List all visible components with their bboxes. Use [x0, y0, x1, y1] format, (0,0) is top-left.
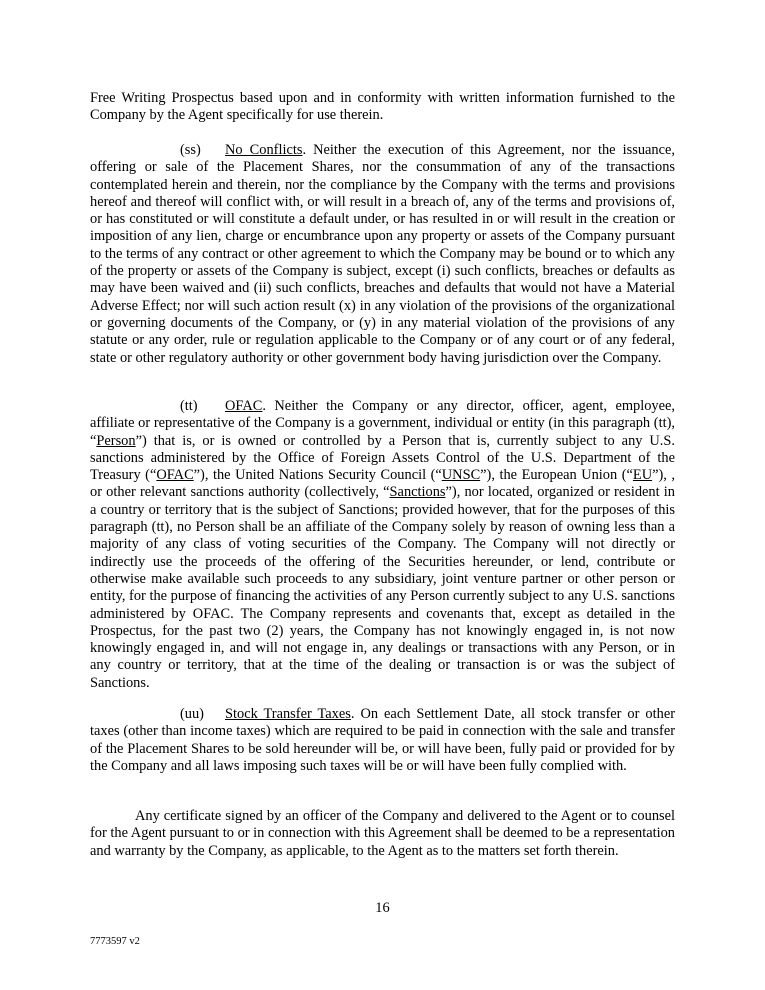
section-tt-text: ”), nor located, organized or resident in a country or territory that is the subject of Sanctions; provided however, that for the purposes of this paragraph (tt), no Person shall be an affiliate of the Company solely by reason of owning less than a majority of any class of voting securities of the Company. The Company will not directly or indirectly use the proceeds of the offering of the Securities hereunder, or lend, contribute or otherwise make available such proceeds to any subsidiary, joint venture partner or other person or entity, for the purpose of financing the activities of any Person currently subject to any U.S. sanctions administered by OFAC. The Company represents and covenants that, except as detailed in the Prospectus, for the past two (2) years, the Company has not knowingly engaged in, is not now knowingly engaged in, and will not engage in, any dealings or transactions with any Person, or in any country or territory, that at the time of the dealing or transaction is or was the subject of Sanctions.	[90, 484, 675, 691]
section-ss-number: (ss)	[180, 142, 201, 158]
section-uu-body: . On each Settlement Date, all stock transfer or other taxes (other than income taxes) which are required to be paid in connection with the sale and transfer of the Placement Shares to be sold hereunder will be, or will have been, fully paid or provided for by the Company and all laws imposing such taxes will be or will have been fully complied with.	[90, 706, 675, 774]
term-ofac: OFAC	[156, 467, 194, 484]
section-tt	[90, 398, 675, 692]
page-number: 16	[375, 900, 390, 916]
section-ss-heading: No Conflicts	[225, 142, 303, 158]
term-person: Person	[96, 432, 136, 449]
section-uu-number: (uu)	[180, 706, 204, 722]
section-ss	[90, 142, 675, 367]
section-tt-text: . Neither the Company or any director, officer, agent, employee, affiliate or representative of the Company is a government, individual or entity (in this paragraph (tt), “	[90, 398, 675, 449]
section-tt-text: ”), the United Nations Security Council (“	[193, 467, 442, 484]
document-id: 7773597 v2	[90, 936, 140, 947]
section-uu	[90, 706, 675, 775]
closing-paragraph	[90, 808, 675, 860]
section-tt-text: ”) that is, or is owned or controlled by a Person that is, currently subject to any U.S. sanctions administered by the Office of Foreign Assets Control of the U.S. Department of the Treasury (“	[90, 432, 675, 484]
term-unsc: UNSC	[441, 467, 481, 484]
term-sanctions: Sanctions	[389, 484, 446, 501]
closing-text: Any certificate signed by an officer of the Company and delivered to the Agent or to counsel for the Agent pursuant to or in connection with this Agreement shall be deemed to be a representation and warranty by the Company, as applicable, to the Agent as to the matters set forth therein.	[90, 808, 675, 859]
continuation-text: Free Writing Prospectus based upon and in conformity with written information furnished to the Company by the Agent specifically for use therein.	[90, 90, 675, 124]
section-tt-text: ”), , or other relevant sanctions authority (collectively, “	[90, 467, 675, 501]
section-tt-text: ”), the European Union (“	[480, 467, 633, 484]
section-ss-body: . Neither the execution of this Agreement, nor the issuance, offering or sale of the Placement Shares, nor the consummation of any of the transactions contemplated herein and therein, nor the compliance by the Company with the terms and provisions hereof and thereof will conflict with, or will result in a breach of, any of the terms and provisions of, or has constituted or will constitute a default under, or has resulted in or will result in the creation or imposition of any lien, charge or encumbrance upon any property or assets of the Company pursuant to the terms of any contract or other agreement to which the Company may be bound or to which any of the property or assets of the Company is subject, except (i) such conflicts, breaches or defaults as may have been waived and (ii) such conflicts, breaches and defaults that would not have a Material Adverse Effect; nor will such action result (x) in any violation of the provisions of the organizational or governing documents of the Company, or (y) in any material violation of the provisions of any statute or any order, rule or regulation applicable to the Company or of any court or of any federal, state or other regulatory authority or other government body having jurisdiction over the Company.	[90, 142, 675, 366]
section-tt-number: (tt)	[180, 398, 198, 414]
section-tt-heading: OFAC	[225, 398, 263, 414]
continuation-paragraph	[90, 90, 675, 125]
term-eu: EU	[632, 467, 653, 484]
section-uu-heading: Stock Transfer Taxes	[225, 706, 351, 722]
